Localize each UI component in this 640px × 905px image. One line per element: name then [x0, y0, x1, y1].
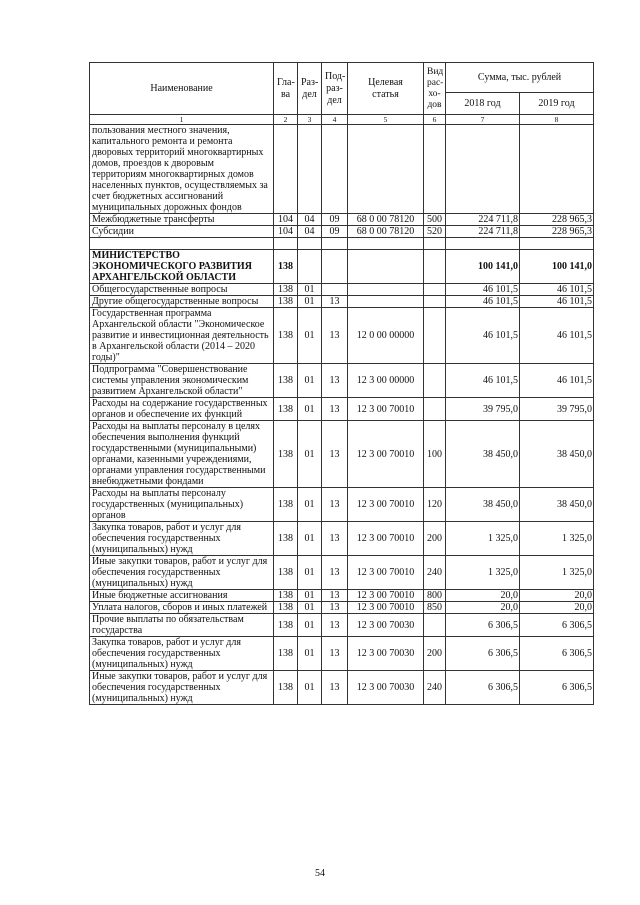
row-razdel: 01	[298, 284, 322, 296]
row-amount-2019	[520, 238, 594, 250]
row-target: 12 3 00 70010	[348, 488, 424, 522]
row-glava: 138	[274, 522, 298, 556]
row-podrazdel: 13	[322, 614, 348, 637]
table-row	[90, 637, 594, 671]
row-podrazdel	[322, 250, 348, 284]
budget-table	[89, 62, 594, 705]
row-amount-2018: 20,0	[446, 602, 520, 614]
row-podrazdel: 13	[322, 590, 348, 602]
row-amount-2018: 46 101,5	[446, 364, 520, 398]
row-glava	[274, 238, 298, 250]
row-amount-2018: 224 711,8	[446, 226, 520, 238]
header-razdel: Раз- дел	[298, 63, 322, 115]
row-amount-2019: 228 965,3	[520, 214, 594, 226]
row-vid: 100	[424, 421, 446, 488]
page-number: 54	[315, 868, 325, 879]
row-glava: 138	[274, 614, 298, 637]
row-vid	[424, 238, 446, 250]
row-name: Иные закупки товаров, работ и услуг для обеспечения государственных (муниципальных) нужд	[90, 671, 274, 705]
row-razdel: 01	[298, 602, 322, 614]
row-amount-2018: 1 325,0	[446, 556, 520, 590]
row-glava: 138	[274, 556, 298, 590]
row-glava: 104	[274, 214, 298, 226]
col-number: 2	[274, 115, 298, 125]
table-row	[90, 488, 594, 522]
row-razdel: 01	[298, 488, 322, 522]
row-glava: 138	[274, 296, 298, 308]
row-target	[348, 238, 424, 250]
row-amount-2019	[520, 125, 594, 214]
table-row	[90, 398, 594, 421]
row-glava: 138	[274, 308, 298, 364]
row-razdel	[298, 238, 322, 250]
header-glava: Гла- ва	[274, 63, 298, 115]
row-razdel: 01	[298, 308, 322, 364]
row-razdel	[298, 125, 322, 214]
row-razdel: 01	[298, 637, 322, 671]
row-glava: 138	[274, 590, 298, 602]
row-podrazdel: 13	[322, 522, 348, 556]
header-year-2019: 2019 год	[520, 93, 594, 115]
row-vid: 240	[424, 671, 446, 705]
row-amount-2018: 1 325,0	[446, 522, 520, 556]
row-name: Государственная программа Архангельской области "Экономическое развитие и инвестиционная деятельность в Архангельской области (2014 – 2020 годы)"	[90, 308, 274, 364]
col-number: 1	[90, 115, 274, 125]
row-podrazdel: 09	[322, 226, 348, 238]
row-target: 12 3 00 70010	[348, 398, 424, 421]
row-podrazdel: 13	[322, 671, 348, 705]
row-target: 12 3 00 70010	[348, 421, 424, 488]
row-glava: 138	[274, 398, 298, 421]
row-vid	[424, 284, 446, 296]
row-amount-2018: 6 306,5	[446, 671, 520, 705]
row-glava: 138	[274, 488, 298, 522]
row-podrazdel: 13	[322, 488, 348, 522]
row-glava	[274, 125, 298, 214]
row-amount-2018: 6 306,5	[446, 637, 520, 671]
row-glava: 138	[274, 250, 298, 284]
row-vid: 240	[424, 556, 446, 590]
col-number: 4	[322, 115, 348, 125]
row-amount-2018	[446, 125, 520, 214]
row-name: пользования местного значения, капитального ремонта и ремонта дворовых территорий многоквартирных домов, проездов к дворовым территориям многоквартирных домов населенных пунктов, осуществляемых за счет бюджетных ассигнований муниципальных дорожных фондов	[90, 125, 274, 214]
row-razdel: 04	[298, 214, 322, 226]
row-amount-2018: 20,0	[446, 590, 520, 602]
row-razdel: 04	[298, 226, 322, 238]
row-name: Расходы на выплаты персоналу государственных (муниципальных) органов	[90, 488, 274, 522]
row-razdel: 01	[298, 398, 322, 421]
row-vid	[424, 614, 446, 637]
row-vid	[424, 125, 446, 214]
row-razdel: 01	[298, 556, 322, 590]
row-vid	[424, 250, 446, 284]
table-row	[90, 556, 594, 590]
row-vid	[424, 398, 446, 421]
row-amount-2018: 46 101,5	[446, 296, 520, 308]
row-target: 12 3 00 70010	[348, 590, 424, 602]
row-vid	[424, 364, 446, 398]
header-name: Наименование	[90, 63, 274, 115]
table-row	[90, 308, 594, 364]
row-name: Межбюджетные трансферты	[90, 214, 274, 226]
row-name: Другие общегосударственные вопросы	[90, 296, 274, 308]
table-header	[90, 63, 594, 125]
table-row	[90, 671, 594, 705]
row-target: 12 0 00 00000	[348, 308, 424, 364]
row-target: 12 3 00 70010	[348, 556, 424, 590]
row-amount-2018	[446, 238, 520, 250]
row-name: Иные бюджетные ассигнования	[90, 590, 274, 602]
row-target: 12 3 00 70030	[348, 671, 424, 705]
row-podrazdel	[322, 125, 348, 214]
row-amount-2018: 38 450,0	[446, 421, 520, 488]
row-amount-2019: 100 141,0	[520, 250, 594, 284]
row-razdel	[298, 250, 322, 284]
row-razdel: 01	[298, 364, 322, 398]
row-podrazdel: 13	[322, 308, 348, 364]
row-name: Иные закупки товаров, работ и услуг для обеспечения государственных (муниципальных) нужд	[90, 556, 274, 590]
column-numbers-row	[90, 115, 594, 125]
col-number: 8	[520, 115, 594, 125]
table-row	[90, 284, 594, 296]
row-amount-2019: 39 795,0	[520, 398, 594, 421]
row-amount-2018: 6 306,5	[446, 614, 520, 637]
row-name: Подпрограмма "Совершенствование системы управления экономическим развитием Архангельской области"	[90, 364, 274, 398]
row-vid: 850	[424, 602, 446, 614]
row-razdel: 01	[298, 671, 322, 705]
row-amount-2018: 46 101,5	[446, 284, 520, 296]
row-razdel: 01	[298, 590, 322, 602]
header-vid: Вид рас- хо- дов	[424, 63, 446, 115]
row-glava: 104	[274, 226, 298, 238]
row-amount-2019: 46 101,5	[520, 284, 594, 296]
row-target: 68 0 00 78120	[348, 214, 424, 226]
row-amount-2019: 1 325,0	[520, 556, 594, 590]
table-row	[90, 250, 594, 284]
row-name: Прочие выплаты по обязательствам государства	[90, 614, 274, 637]
table-row	[90, 602, 594, 614]
row-amount-2018: 46 101,5	[446, 308, 520, 364]
table-row	[90, 214, 594, 226]
row-amount-2019: 46 101,5	[520, 296, 594, 308]
header-target: Целевая статья	[348, 63, 424, 115]
row-target: 12 3 00 00000	[348, 364, 424, 398]
row-vid: 520	[424, 226, 446, 238]
row-podrazdel: 13	[322, 398, 348, 421]
row-glava: 138	[274, 284, 298, 296]
table-row	[90, 226, 594, 238]
header-sum: Сумма, тыс. рублей	[446, 63, 594, 93]
row-podrazdel: 13	[322, 556, 348, 590]
row-glava: 138	[274, 671, 298, 705]
row-vid: 800	[424, 590, 446, 602]
row-amount-2018: 38 450,0	[446, 488, 520, 522]
row-razdel: 01	[298, 421, 322, 488]
row-amount-2019: 228 965,3	[520, 226, 594, 238]
row-glava: 138	[274, 637, 298, 671]
row-name	[90, 238, 274, 250]
table-row	[90, 238, 594, 250]
col-number: 5	[348, 115, 424, 125]
row-amount-2019: 38 450,0	[520, 488, 594, 522]
row-vid: 120	[424, 488, 446, 522]
row-name: Расходы на выплаты персоналу в целях обеспечения выполнения функций государственными (муниципальными) органами, казенными учреждениями, органами управления государственными внебюджетными фондами	[90, 421, 274, 488]
row-name: Общегосударственные вопросы	[90, 284, 274, 296]
row-target: 68 0 00 78120	[348, 226, 424, 238]
row-podrazdel: 09	[322, 214, 348, 226]
row-amount-2019: 20,0	[520, 590, 594, 602]
table-body	[90, 125, 594, 705]
row-vid: 200	[424, 522, 446, 556]
row-name: Закупка товаров, работ и услуг для обеспечения государственных (муниципальных) нужд	[90, 522, 274, 556]
row-podrazdel: 13	[322, 421, 348, 488]
row-target: 12 3 00 70030	[348, 637, 424, 671]
row-razdel: 01	[298, 296, 322, 308]
row-vid: 500	[424, 214, 446, 226]
row-amount-2019: 6 306,5	[520, 637, 594, 671]
col-number: 6	[424, 115, 446, 125]
row-vid: 200	[424, 637, 446, 671]
row-glava: 138	[274, 602, 298, 614]
row-glava: 138	[274, 364, 298, 398]
table-row	[90, 421, 594, 488]
row-podrazdel: 13	[322, 364, 348, 398]
row-name: Закупка товаров, работ и услуг для обеспечения государственных (муниципальных) нужд	[90, 637, 274, 671]
row-target: 12 3 00 70010	[348, 602, 424, 614]
row-target	[348, 284, 424, 296]
row-target	[348, 296, 424, 308]
row-amount-2019: 38 450,0	[520, 421, 594, 488]
row-razdel: 01	[298, 522, 322, 556]
row-name: Расходы на содержание государственных органов и обеспечение их функций	[90, 398, 274, 421]
row-name: Субсидии	[90, 226, 274, 238]
row-amount-2019: 20,0	[520, 602, 594, 614]
row-podrazdel	[322, 284, 348, 296]
table-row	[90, 296, 594, 308]
table-row	[90, 364, 594, 398]
row-glava: 138	[274, 421, 298, 488]
header-year-2018: 2018 год	[446, 93, 520, 115]
row-amount-2019: 1 325,0	[520, 522, 594, 556]
col-number: 7	[446, 115, 520, 125]
row-podrazdel: 13	[322, 637, 348, 671]
row-podrazdel	[322, 238, 348, 250]
row-name: МИНИСТЕРСТВО ЭКОНОМИЧЕСКОГО РАЗВИТИЯ АРХАНГЕЛЬСКОЙ ОБЛАСТИ	[90, 250, 274, 284]
row-amount-2019: 46 101,5	[520, 364, 594, 398]
row-target: 12 3 00 70030	[348, 614, 424, 637]
header-podrazdel: Под- раз- дел	[322, 63, 348, 115]
col-number: 3	[298, 115, 322, 125]
row-podrazdel: 13	[322, 296, 348, 308]
table-row	[90, 614, 594, 637]
row-amount-2019: 46 101,5	[520, 308, 594, 364]
table-row	[90, 590, 594, 602]
row-podrazdel: 13	[322, 602, 348, 614]
row-vid	[424, 296, 446, 308]
table-row	[90, 522, 594, 556]
row-amount-2018: 224 711,8	[446, 214, 520, 226]
row-amount-2019: 6 306,5	[520, 671, 594, 705]
row-amount-2018: 100 141,0	[446, 250, 520, 284]
row-amount-2018: 39 795,0	[446, 398, 520, 421]
row-target	[348, 250, 424, 284]
row-razdel: 01	[298, 614, 322, 637]
row-amount-2019: 6 306,5	[520, 614, 594, 637]
row-vid	[424, 308, 446, 364]
row-name: Уплата налогов, сборов и иных платежей	[90, 602, 274, 614]
row-target: 12 3 00 70010	[348, 522, 424, 556]
table-row	[90, 125, 594, 214]
row-target	[348, 125, 424, 214]
